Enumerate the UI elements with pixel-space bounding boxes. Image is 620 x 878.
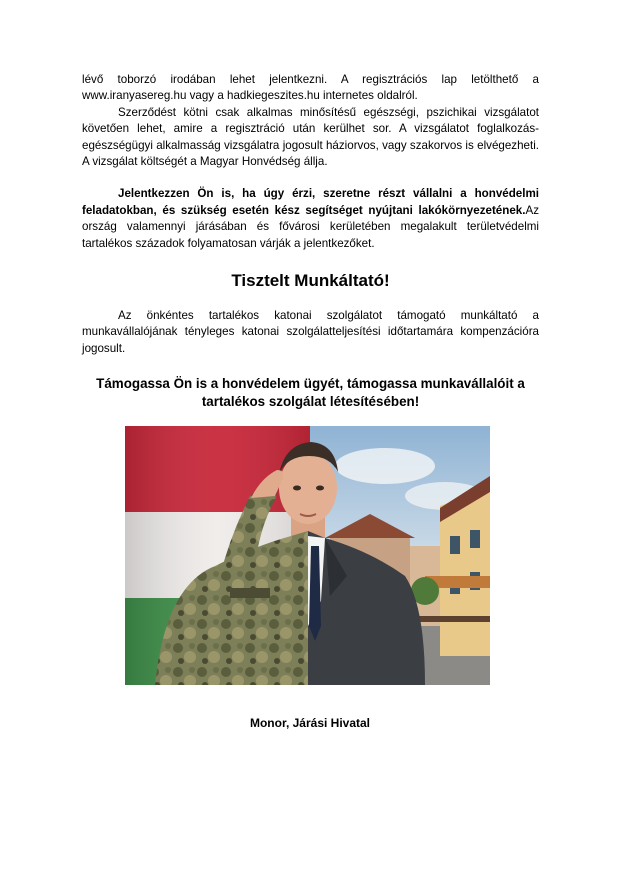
paragraph-registration: lévő toborzó irodában lehet jelentkezni. A regisztrációs lap letölthető a www.iranyasereg.hu vagy a hadkiegeszites.hu internetes oldalról. bbox=[82, 73, 539, 103]
paragraph-medical-exam: Szerződést kötni csak alkalmas minősítésű egészségi, pszichikai vizsgálatot követően lehet, amire a regisztráció után kerülhet sor. A vizsgálatot foglalkozás-egészségügyi alkalmasság vizsgálatra jogosult háziorvos, vagy szakorvos is elvégezheti. A vizsgálat költségét a Magyar Honvédség állja. bbox=[82, 105, 539, 169]
call-to-join-rest: Az ország valamennyi járásában és fővárosi kerületében megalakult területvédelmi tartalékos századok folyamatosan várják a jelentkezőket. bbox=[82, 203, 539, 250]
call-to-join-bold: Jelentkezzen Ön is, ha úgy érzi, szeretne részt vállalni a honvédelmi feladatokban, és szükség esetén kész segítséget nyújtani lakókörnyezetének. bbox=[82, 187, 539, 217]
soldier-civilian-photo bbox=[125, 426, 490, 685]
paragraph-call-to-join bbox=[82, 186, 539, 252]
support-slogan-line2: tartalékos szolgálat létesítésében! bbox=[201, 394, 420, 410]
necktie bbox=[309, 546, 321, 641]
paragraph-employer-compensation: Az önkéntes tartalékos katonai szolgálatot támogató munkáltató a munkavállalójának tényleges katonai szolgálatteljesítési időtartamára kompenzációra jogosult. bbox=[82, 309, 539, 355]
document-body bbox=[82, 72, 539, 411]
support-slogan-line1: Támogassa Ön is a honvédelem ügyét, támogassa munkavállalóit a bbox=[96, 376, 525, 392]
photo-illustration bbox=[125, 426, 490, 685]
employer-heading: Tisztelt Munkáltató! bbox=[231, 271, 390, 291]
footer-signature: Monor, Járási Hivatal bbox=[249, 716, 371, 730]
